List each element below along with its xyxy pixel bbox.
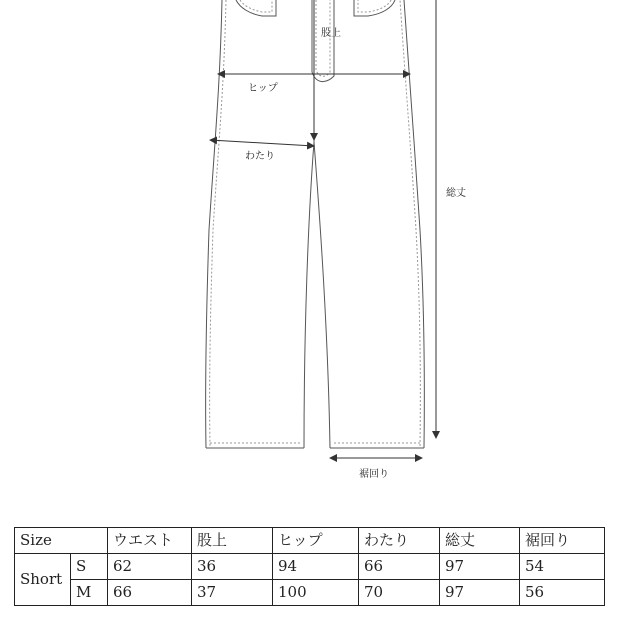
header-cell: わたり [359, 528, 440, 554]
group-label-cell: Short [15, 554, 71, 606]
value-cell: 100 [273, 580, 359, 606]
thigh-label: わたり [245, 151, 275, 162]
size-cell: S [71, 554, 108, 580]
size-header-cell: Size [15, 528, 108, 554]
table-header-row [15, 528, 605, 554]
header-cell: ウエスト [108, 528, 192, 554]
hip-label: ヒップ [248, 83, 278, 94]
rise-label: 股上 [321, 28, 341, 39]
size-cell: M [71, 580, 108, 606]
hem-label: 裾回り [359, 469, 389, 480]
measurement-arrows [210, 0, 436, 458]
value-cell: 56 [520, 580, 605, 606]
value-cell: 97 [440, 554, 520, 580]
value-cell: 54 [520, 554, 605, 580]
table-row [15, 580, 605, 606]
value-cell: 66 [359, 554, 440, 580]
header-cell: 裾回り [520, 528, 605, 554]
value-cell: 37 [192, 580, 273, 606]
value-cell: 97 [440, 580, 520, 606]
thigh-arrow-left [210, 140, 262, 143]
table-row [15, 554, 605, 580]
thigh-arrow-right [262, 143, 314, 146]
value-cell: 36 [192, 554, 273, 580]
size-table [14, 527, 605, 606]
length-label: 総丈 [446, 188, 466, 199]
value-cell: 70 [359, 580, 440, 606]
header-cell: 総丈 [440, 528, 520, 554]
pants-outline [206, 0, 425, 448]
header-cell: ヒップ [273, 528, 359, 554]
value-cell: 94 [273, 554, 359, 580]
value-cell: 62 [108, 554, 192, 580]
value-cell: 66 [108, 580, 192, 606]
header-cell: 股上 [192, 528, 273, 554]
